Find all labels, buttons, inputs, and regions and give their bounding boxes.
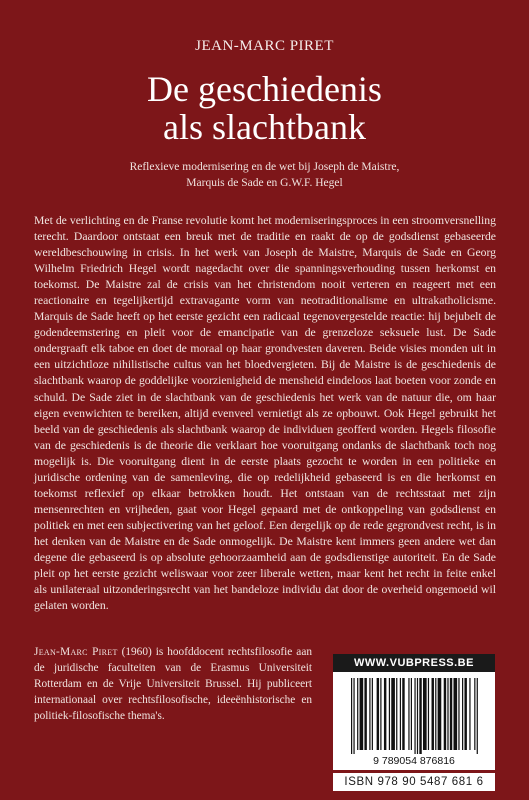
book-title (0, 70, 529, 146)
book-subtitle (0, 159, 529, 191)
author-bio-name: Jean-Marc Piret (34, 646, 118, 658)
barcode-bar (408, 678, 409, 750)
barcode-bar (402, 678, 404, 750)
subtitle-line-1: Reflexieve modernisering en de wet bij Joseph de Maistre, (129, 161, 400, 173)
barcode-panel (333, 654, 495, 791)
barcode-bar (377, 678, 379, 750)
isbn-number: ISBN 978 90 5487 681 6 (333, 773, 495, 791)
barcode-bar (389, 678, 390, 750)
barcode-bar (432, 678, 434, 750)
author-name: JEAN-MARC PIRET (195, 38, 334, 54)
barcode-bar (391, 678, 395, 750)
barcode-bar (419, 678, 421, 754)
barcode-digits: 9 789054 876816 (373, 755, 455, 767)
barcode-bar (447, 678, 448, 750)
barcode-bar (438, 678, 442, 750)
title-line-1: De geschiedenis (147, 69, 382, 109)
barcode-bar (458, 678, 459, 750)
barcode-bar (353, 678, 354, 754)
barcode-bar (364, 678, 366, 750)
subtitle-line-2: Marquis de Sade en G.W.F. Hegel (186, 177, 343, 189)
barcode-bar (417, 678, 418, 754)
barcode-bar (423, 678, 427, 750)
blurb-text: Met de verlichting en de Franse revolutie komt het moderniseringsproces in een stroomversnelling terecht. Daardoor ontstaat een breuk met de traditie en raakt de op de godsdienst gebaseerde wereldbeschouwing in crisis. In het werk van Joseph de Maistre, Marquis de Sade en Georg Wilhelm Friedrich Hegel wordt nagedacht over die spanningsverhouding tussen herkomst en toekomst. De Maistre zal de crisis van het christendom nooit verteren en reageert met een reactionaire en tegelijkertijd extravagante vorm van neotraditionalisme en ultrakatholicisme. Marquis de Sade heeft op het eerste gezicht een radicaal tegenovergestelde reactie: hij bejubelt de godendeemstering en pleit voor de emancipatie van de grenzeloze seksuele lust. De Sade ondergraaft elk taboe en doet de moraal op haar grondvesten daveren. Beide visies monden uit in een uitzichtloze nihilistische cultus van het bloedvergieten. Bij de Maistre is de geschiedenis de slachtbank waarop de goddelijke voorzienigheid de mensheid eindeloos laat boeten voor zonde en schuld. De Sade ziet in de slachtbank van de geschiedenis het werk van de natuur die, om haar eigen evenwichten te bereiken, altijd evenveel vernietigt als ze opbouwt. Ook Hegel gebruikt het beeld van de geschiedenis als slachtbank waarop de individuen geofferd worden. Hegels filosofie van de geschiedenis is de theorie die verklaart hoe vooruitgang ondanks de slachtbank toch nog mogelijk is. Die vooruitgang dient in de eerste plaats gezocht te worden in een politieke en juridische ordening van de samenleving, die op redelijkheid gebaseerd is en die herkomst en toekomst reflexief op elkaar betrokken houdt. Het ontstaan van de rechtsstaat met zijn mensenrechten en vrijheden, gaat voor Hegel gepaard met de ontkoppeling van godsdienst en politiek en met een subjectivering van het geloof. Een dergelijk op de rede gegrondvest recht, is in het denken van de Maistre en de Sade onmogelijk. De Maistre kent immers geen andere wet dan degene die gebaseerd is op absolute gehoorzaamheid aan de godsdienstige autoriteit. En de Sade pleit op het eerste gezicht weliswaar voor zeer liberale wetten, maar kent het recht in feite enkel als unilateraal uitzonderingsrecht van het bandeloze individu dat door de overheid ongemoeid wil gelaten worden. (34, 214, 496, 613)
barcode-bar (414, 678, 415, 754)
barcode-bar (360, 678, 364, 750)
barcode-bar (462, 678, 463, 750)
barcode-bar (428, 678, 429, 750)
barcode-bar (474, 678, 475, 750)
barcode-bar (435, 678, 436, 750)
barcode-bar (357, 678, 358, 750)
barcode-graphic (347, 676, 481, 768)
barcode-bar (372, 678, 373, 750)
barcode-bar (444, 678, 446, 750)
barcode-bar (351, 678, 352, 754)
barcode-bar (400, 678, 401, 750)
barcode-bar (384, 678, 386, 750)
barcode-bar (469, 678, 470, 750)
barcode (333, 672, 495, 770)
barcode-bar (380, 678, 381, 750)
barcode-bar (396, 678, 397, 750)
barcode-bar (453, 678, 457, 750)
barcode-bar (464, 678, 466, 750)
barcode-bar (477, 678, 478, 754)
title-line-2: als slachtbank (163, 107, 366, 147)
barcode-bar (369, 678, 370, 750)
barcode-bar (411, 678, 412, 750)
author-bio (34, 644, 312, 724)
author-bio-text: (1960) is hoofddocent rechtsfilosofie aan de juridische faculteiten van de Erasmus Universiteit Rotterdam en de Vrije Universiteit Brussel. Hij publiceert internationaal over rechtsfilosofische, ideeënhistorische en politiek-filosofische thema's. (34, 646, 312, 722)
publisher-website: WWW.VUBPRESS.BE (333, 654, 495, 672)
barcode-bar (450, 678, 452, 750)
